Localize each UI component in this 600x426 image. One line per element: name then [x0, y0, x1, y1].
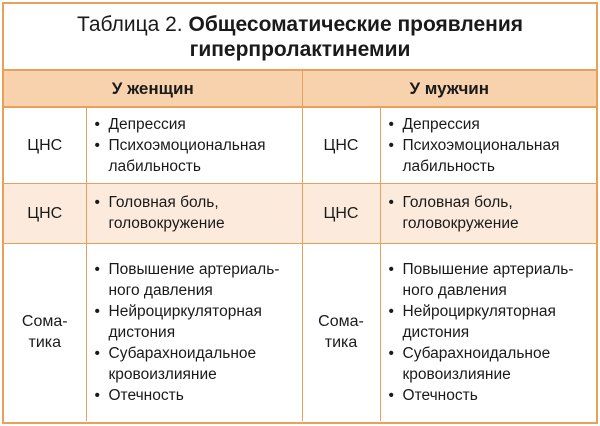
list-item: • Депрессия	[95, 114, 296, 135]
header-men: У мужчин	[302, 71, 596, 107]
table-row	[4, 183, 596, 243]
symptoms-table	[4, 71, 596, 421]
list-item: • Психоэмоциональная лабильность	[389, 135, 591, 177]
list-item: • Повышение артериаль-ного давления	[389, 259, 591, 301]
title-prefix: Таблица 2.	[76, 12, 183, 36]
list-item: • Психоэмоциональная лабильность	[95, 135, 296, 177]
table-frame	[2, 2, 598, 424]
row-items-men	[380, 183, 596, 243]
title-line-1	[77, 12, 523, 37]
list-item: • Депрессия	[389, 114, 591, 135]
list-item: • Головная боль, головокружение	[389, 192, 591, 234]
table-title	[4, 4, 596, 71]
row-items-women	[86, 243, 302, 421]
list-item: • Отечность	[389, 385, 591, 406]
header-women: У женщин	[4, 71, 302, 107]
row-label-women: ЦНС	[4, 107, 86, 183]
row-label-women: ЦНС	[4, 183, 86, 243]
list-item: • Субарахноидальное кровоизлияние	[95, 343, 296, 385]
header-row	[4, 71, 596, 107]
list-item: • Головная боль, головокружение	[95, 192, 296, 234]
label-line-2: тика	[28, 334, 61, 352]
list-item: • Повышение артериаль-ного давления	[95, 259, 296, 301]
label-line-1: Сома-	[318, 313, 364, 331]
table-row	[4, 243, 596, 421]
list-item: • Нейроциркуляторная дистония	[95, 301, 296, 343]
row-items-men	[380, 243, 596, 421]
label-line-2: тика	[324, 334, 358, 352]
row-items-men	[380, 107, 596, 183]
row-label-men: ЦНС	[302, 107, 380, 183]
list-item: • Субарахноидальное кровоизлияние	[389, 343, 591, 385]
row-label-men: ЦНС	[302, 183, 380, 243]
title-bold-line-2: гиперпролактинемии	[189, 37, 411, 61]
table-row	[4, 107, 596, 183]
row-items-women	[86, 183, 302, 243]
title-bold-line-1: Общесоматические проявления	[188, 12, 524, 36]
list-item: • Отечность	[95, 385, 296, 406]
row-label-women	[4, 243, 86, 421]
list-item: • Нейроциркуляторная дистония	[389, 301, 591, 343]
row-label-men	[302, 243, 380, 421]
row-items-women	[86, 107, 302, 183]
label-line-1: Сома-	[21, 313, 68, 331]
